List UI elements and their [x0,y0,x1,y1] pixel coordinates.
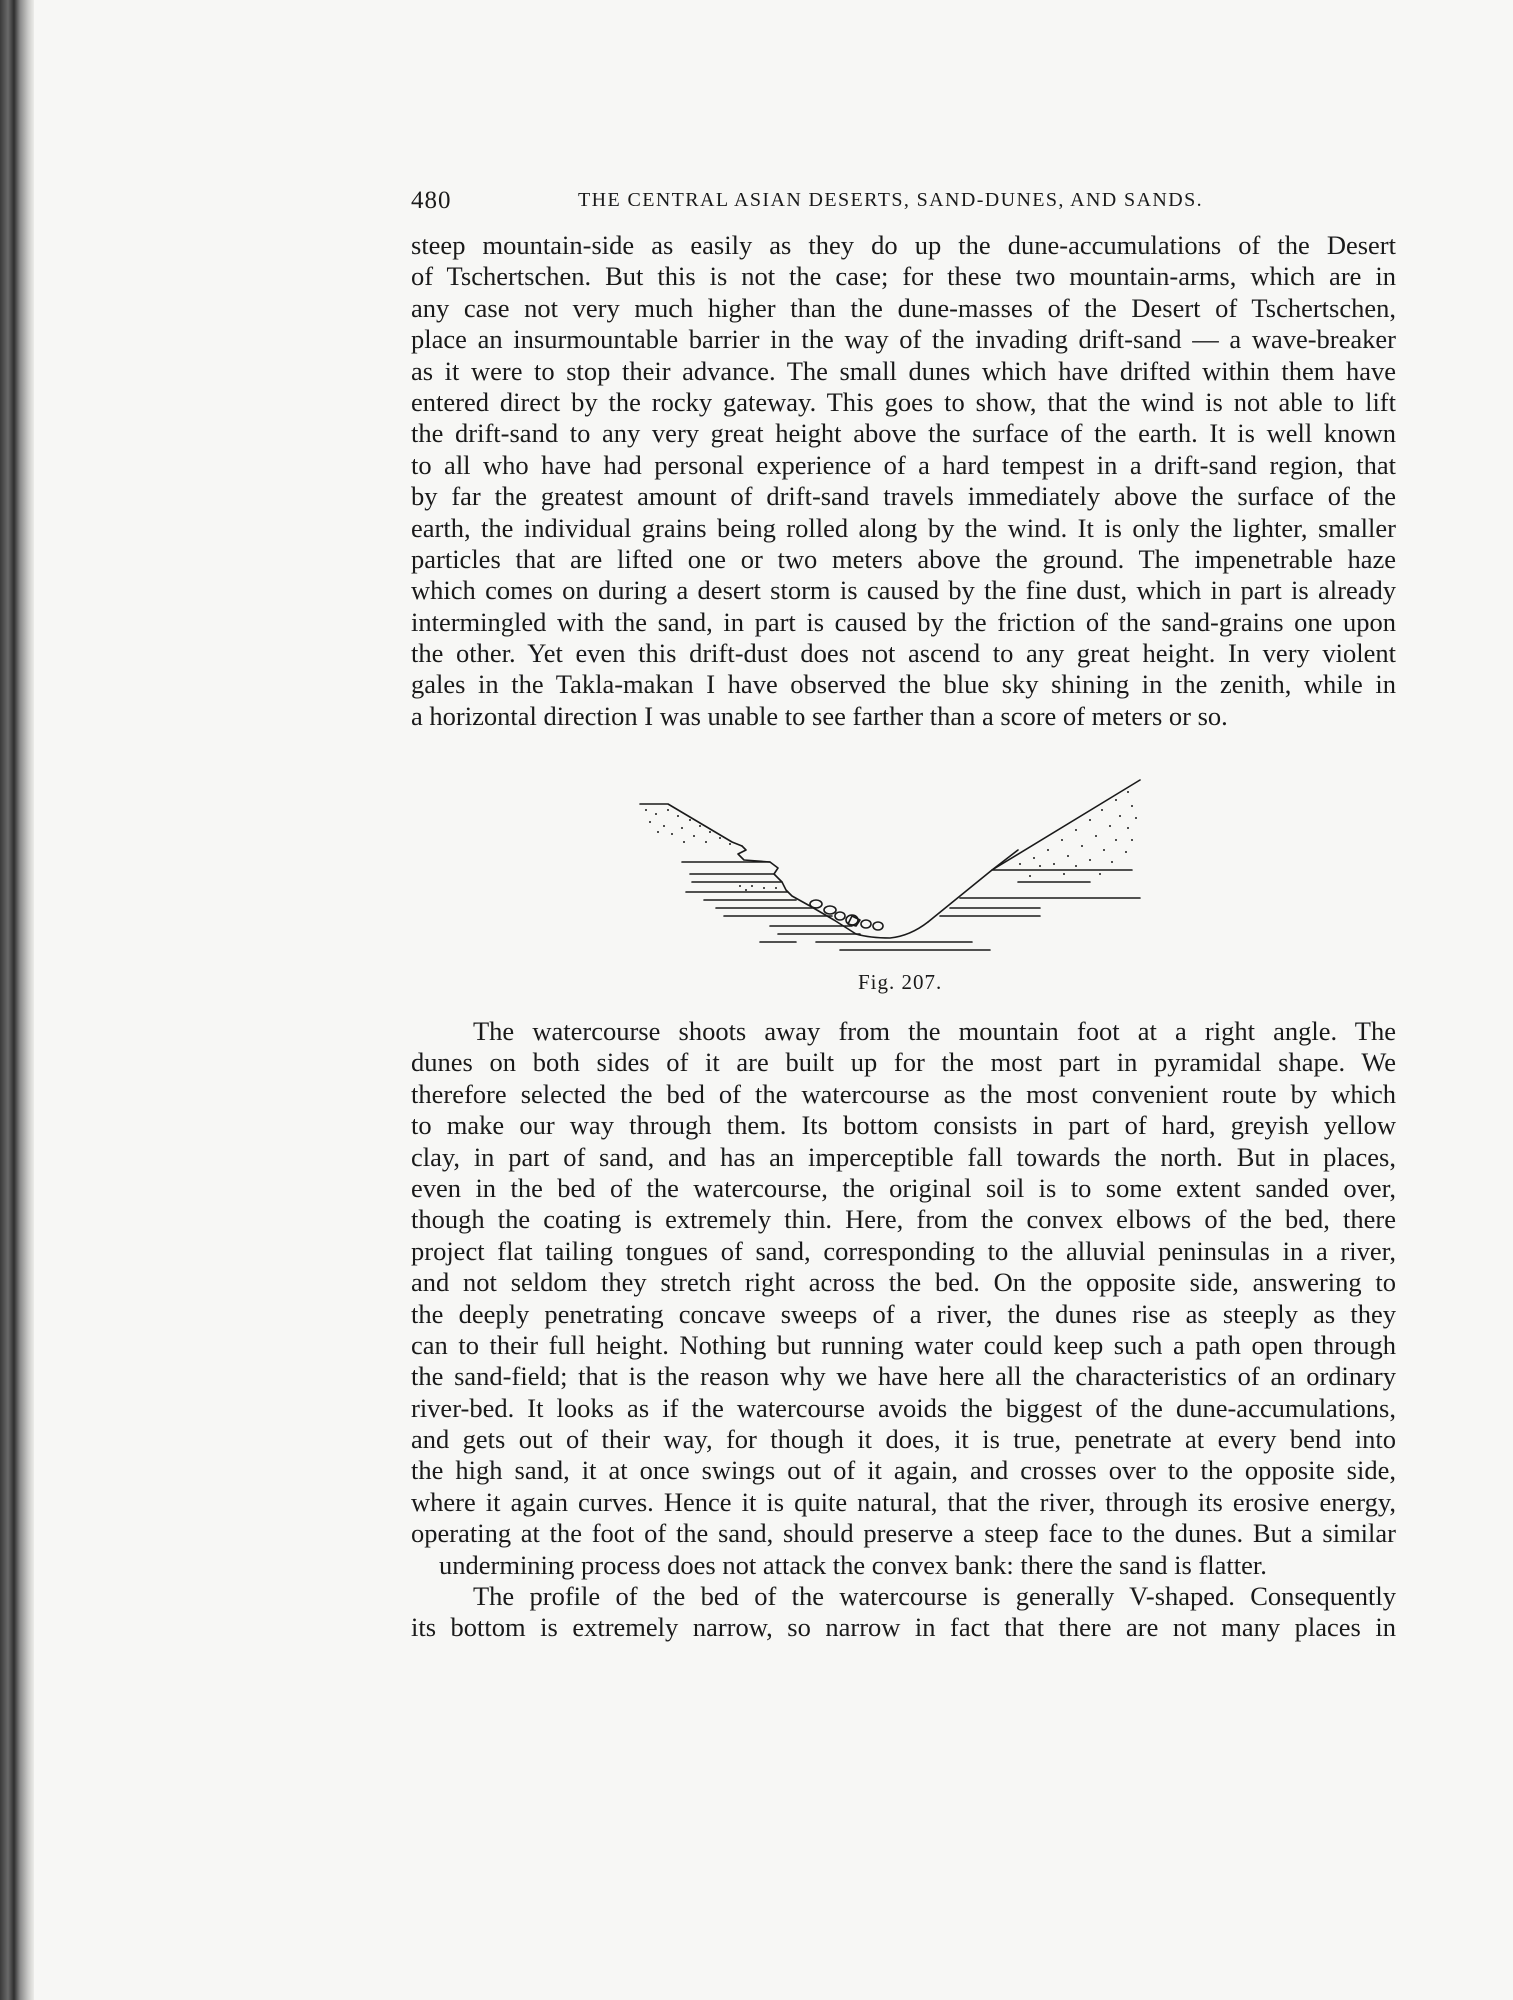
text-line: the sand-field; that is the reason why we have here all the characteristics of an ordinary [411,1361,1396,1392]
running-header [411,187,1391,217]
text-line: and gets out of their way, for though it does, it is true, penetrate at every bend into [411,1424,1396,1455]
paragraph-1 [411,230,1396,732]
right-dune-slope [928,780,1140,922]
text-line: entered direct by the rocky gateway. This goes to show, that the wind is not able to lift [411,386,1396,417]
text-line: place an insurmountable barrier in the way of the invading drift-sand — a wave-breaker [411,324,1396,355]
text-line: to make our way through them. Its bottom consists in part of hard, greyish yellow [411,1110,1396,1141]
text-line: the drift-sand to any very great height above the surface of the earth. It is well known [411,418,1396,449]
text-line: any case not very much higher than the dune-masses of the Desert of Tschertschen, [411,292,1396,323]
paragraph-2 [411,1016,1396,1644]
valley-bottom [856,922,928,938]
text-line: operating at the foot of the sand, should preserve a steep face to the dunes. But a similar [411,1518,1396,1549]
left-dune-outline [640,804,742,846]
text-line: earth, the individual grains being rolled along by the wind. It is only the lighter, smaller [411,512,1396,543]
text-line: clay, in part of sand, and has an imperceptible fall towards the north. But in places, [411,1141,1396,1172]
text-line: to all who have had personal experience of a hard tempest in a drift-sand region, that [411,449,1396,480]
text-line: the other. Yet even this drift-dust does not ascend to any great height. In very violent [411,638,1396,669]
text-line: a horizontal direction I was unable to see farther than a score of meters or so. [411,700,1228,731]
text-line: where it again curves. Hence it is quite natural, that the river, through its erosive energy, [411,1486,1396,1517]
header-title: THE CENTRAL ASIAN DESERTS, SAND-DUNES, AND SANDS. [578,189,1204,211]
text-line: though the coating is extremely thin. Here, from the convex elbows of the bed, there [411,1204,1396,1235]
text-line: even in the bed of the watercourse, the original soil is to some extent sanded over, [411,1172,1396,1203]
text-line: The profile of the bed of the watercourse is generally V-shaped. Consequently [473,1581,1396,1612]
text-line: particles that are lifted one or two meters above the ground. The impenetrable haze [411,543,1396,574]
text-line: steep mountain-side as easily as they do up the dune-accumulations of the Desert [411,230,1396,260]
text-line: undermining process does not attack the convex bank: there the sand is flatter. [439,1549,1267,1580]
text-line: as it were to stop their advance. The small dunes which have drifted within them have [411,355,1396,386]
text-line: The watercourse shoots away from the mountain foot at a right angle. The [473,1016,1396,1046]
text-line: project flat tailing tongues of sand, corresponding to the alluvial peninsulas in a river, [411,1235,1396,1266]
text-line: dunes on both sides of it are built up for the most part in pyramidal shape. We [411,1047,1396,1078]
sand-stipple [645,791,1137,891]
text-line: by far the greatest amount of drift-sand travels immediately above the surface of the [411,481,1396,512]
text-line: intermingled with the sand, in part is caused by the friction of the sand-grains one upon [411,606,1396,637]
figure-caption: Fig. 207. [858,970,943,994]
left-bank-outline [738,846,856,934]
text-line: gales in the Takla-makan I have observed the blue sky shining in the zenith, while in [411,669,1396,700]
book-spine-shadow [0,0,34,2000]
text-line: therefore selected the bed of the watercourse as the most convenient route by which [411,1078,1396,1109]
text-line: its bottom is extremely narrow, so narrow in fact that there are not many places in [411,1612,1396,1643]
page-number: 480 [411,187,452,214]
text-line: which comes on during a desert storm is caused by the fine dust, which in part is already [411,575,1396,606]
valley-profile-drawing [620,770,1180,970]
right-dune-base-edge [992,850,1018,870]
figure-207-diagram [620,770,1180,970]
text-line: the deeply penetrating concave sweeps of a river, the dunes rise as steeply as they [411,1298,1396,1329]
text-line: of Tschertschen. But this is not the case; for these two mountain-arms, which are in [411,261,1396,292]
text-line: the high sand, it at once swings out of it again, and crosses over to the opposite side, [411,1455,1396,1486]
text-line: can to their full height. Nothing but running water could keep such a path open through [411,1329,1396,1360]
text-line: and not seldom they stretch right across the bed. On the opposite side, answering to [411,1267,1396,1298]
text-line: river-bed. It looks as if the watercourse avoids the biggest of the dune-accumulations, [411,1392,1396,1423]
